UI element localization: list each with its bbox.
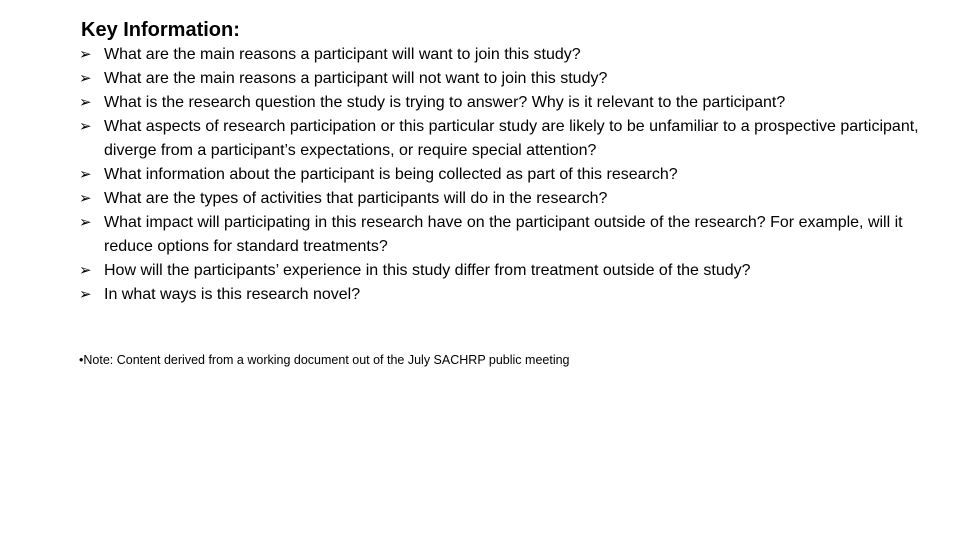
slide-title: Key Information: — [81, 19, 240, 41]
bullet-text: What are the types of activities that participants will do in the research? — [104, 190, 608, 207]
bullet-item — [79, 187, 939, 211]
bullet-text: What impact will participating in this research have on the participant outside of the research? For example, will it reduce options for standard treatments? — [104, 214, 903, 255]
bullet-text: What is the research question the study is trying to answer? Why is it relevant to the participant? — [104, 94, 786, 111]
bullet-text: What are the main reasons a participant will not want to join this study? — [104, 70, 608, 87]
bullet-item — [79, 115, 939, 163]
bullet-list — [79, 43, 939, 307]
footnote: •Note: Content derived from a working document out of the July SACHRP public meeting — [79, 353, 570, 367]
arrow-bullet-icon: ➢ — [79, 70, 92, 87]
bullet-item — [79, 259, 939, 283]
bullet-text: What aspects of research participation or this particular study are likely to be unfamiliar to a prospective participant, diverge from a participant’s expectations, or require special attention? — [104, 118, 919, 159]
bullet-item — [79, 163, 939, 187]
arrow-bullet-icon: ➢ — [79, 286, 92, 303]
arrow-bullet-icon: ➢ — [79, 46, 92, 63]
bullet-item — [79, 67, 939, 91]
arrow-bullet-icon: ➢ — [79, 118, 92, 135]
bullet-item — [79, 91, 939, 115]
arrow-bullet-icon: ➢ — [79, 190, 92, 207]
bullet-text: What information about the participant is being collected as part of this research? — [104, 166, 678, 183]
bullet-item — [79, 283, 939, 307]
bullet-text: In what ways is this research novel? — [104, 286, 361, 303]
arrow-bullet-icon: ➢ — [79, 166, 92, 183]
arrow-bullet-icon: ➢ — [79, 94, 92, 111]
bullet-item — [79, 211, 939, 259]
bullet-text: How will the participants’ experience in this study differ from treatment outside of the study? — [104, 262, 751, 279]
bullet-text: What are the main reasons a participant will want to join this study? — [104, 46, 581, 63]
bullet-item — [79, 43, 939, 67]
arrow-bullet-icon: ➢ — [79, 262, 92, 279]
arrow-bullet-icon: ➢ — [79, 214, 92, 231]
